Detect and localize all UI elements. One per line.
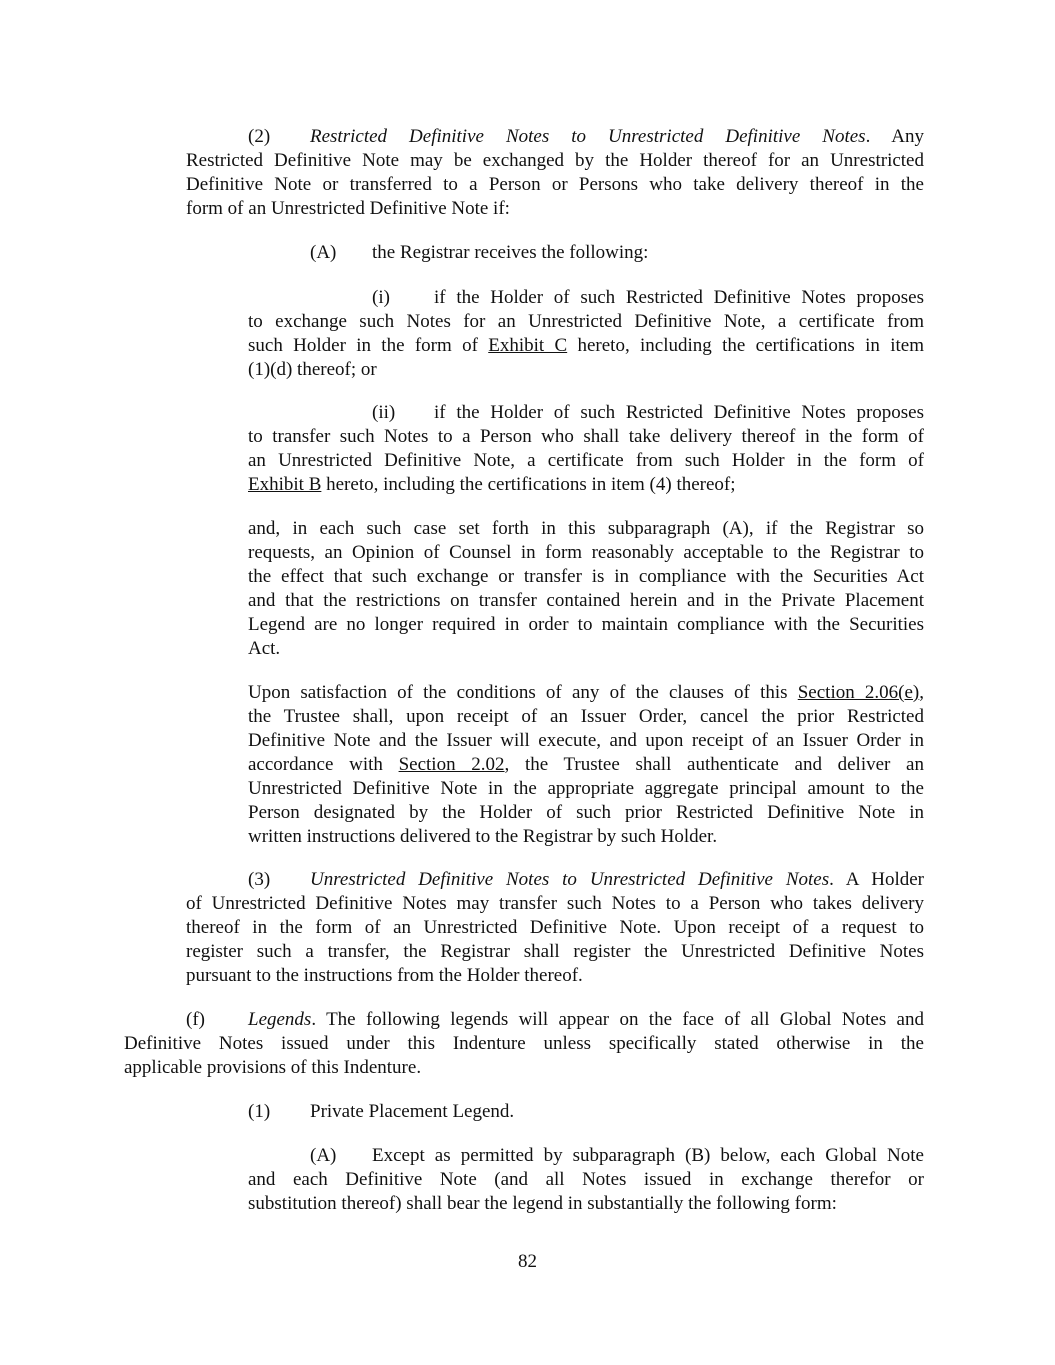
paragraph-and: and, in each such case set forth in this subparagraph (A), if the Registrar so requests, an Opinion of Counsel in form reasonably acceptable to the Registrar to the effect that such exchange or transfer is in compliance with the Securities Act and that the restrictions on transfer contained herein and in the Private Placement Legend are no longer required in order to maintain compliance with the Securities Act.	[248, 518, 924, 659]
paragraph-A2-label: (A)	[310, 1145, 337, 1166]
paragraph-f: (f) Legends. The following legends will appear on the face of all Global Notes and Definitive Notes issued under this Indenture unless specifically stated otherwise in the applicable provisions of this Indenture.	[124, 1009, 924, 1078]
paragraph-3-label: (3)	[248, 869, 271, 890]
paragraph-i-label: (i)	[372, 287, 390, 308]
page-number: 82	[518, 1251, 537, 1272]
paragraph-A2: (A) Except as permitted by subparagraph (B) below, each Global Note and each Definitive Note (and all Notes issued in exchange therefor or substitution thereof) shall bear the legend in substantially the following form:	[248, 1145, 924, 1214]
paragraph-ii: (ii) if the Holder of such Restricted Definitive Notes proposes to transfer such Notes to a Person who shall take delivery thereof in the form of an Unrestricted Definitive Note, a certificate from such Holder in the form of Exhibit B hereto, including the certifications in item (4) thereof;	[248, 402, 924, 495]
paragraph-f-heading: Legends	[248, 1009, 312, 1030]
exhibit-b-link: Exhibit B	[248, 474, 322, 495]
paragraph-2: (2) Restricted Definitive Notes to Unrestricted Definitive Notes. Any Restricted Definitive Note may be exchanged by the Holder thereof for an Unrestricted Definitive Note or transferred to a Person or Persons who take delivery thereof in the form of an Unrestricted Definitive Note if:	[186, 126, 925, 219]
paragraph-1: (1) Private Placement Legend.	[248, 1101, 515, 1122]
paragraph-ii-label: (ii)	[372, 402, 396, 423]
paragraph-A: (A) the Registrar receives the following:	[310, 242, 649, 263]
paragraph-i: (i) if the Holder of such Restricted Definitive Notes proposes to exchange such Notes for an Unrestricted Definitive Note, a certificate from such Holder in the form of Exhibit C hereto, including the certifications in item (1)(d) thereof; or	[248, 287, 924, 380]
paragraph-2-heading: Restricted Definitive Notes to Unrestricted Definitive Notes	[310, 126, 866, 147]
paragraph-1-label: (1)	[248, 1101, 271, 1122]
paragraph-2-label: (2)	[248, 126, 271, 147]
section-2-02-link: Section 2.02	[398, 754, 505, 775]
paragraph-A-label: (A)	[310, 242, 337, 263]
section-2-06-e-link: Section 2.06(e)	[797, 682, 920, 703]
paragraph-2-line-1: (2) Restricted Definitive Notes to Unrestricted Definitive Notes. Any	[248, 126, 925, 147]
paragraph-3-heading: Unrestricted Definitive Notes to Unrestricted Definitive Notes	[310, 869, 830, 890]
paragraph-upon: Upon satisfaction of the conditions of any of the clauses of this Section 2.06(e), the Trustee shall, upon receipt of an Issuer Order, cancel the prior Restricted Definitive Note and the Issuer will execute, and upon receipt of an Issuer Order in accordance with Section 2.02, the Trustee shall authenticate and deliver an Unrestricted Definitive Note in the appropriate aggregate principal amount to the Person designated by the Holder of such prior Restricted Definitive Note in written instructions delivered to the Registrar by such Holder.	[248, 682, 925, 847]
paragraph-f-label: (f)	[186, 1009, 205, 1030]
exhibit-c-link: Exhibit C	[488, 335, 568, 356]
paragraph-3: (3) Unrestricted Definitive Notes to Unrestricted Definitive Notes. A Holder of Unrestricted Definitive Notes may transfer such Notes to a Person who takes delivery thereof in the form of an Unrestricted Definitive Note. Upon receipt of a request to register such a transfer, the Registrar shall register the Unrestricted Definitive Notes pursuant to the instructions from the Holder thereof.	[186, 869, 924, 986]
